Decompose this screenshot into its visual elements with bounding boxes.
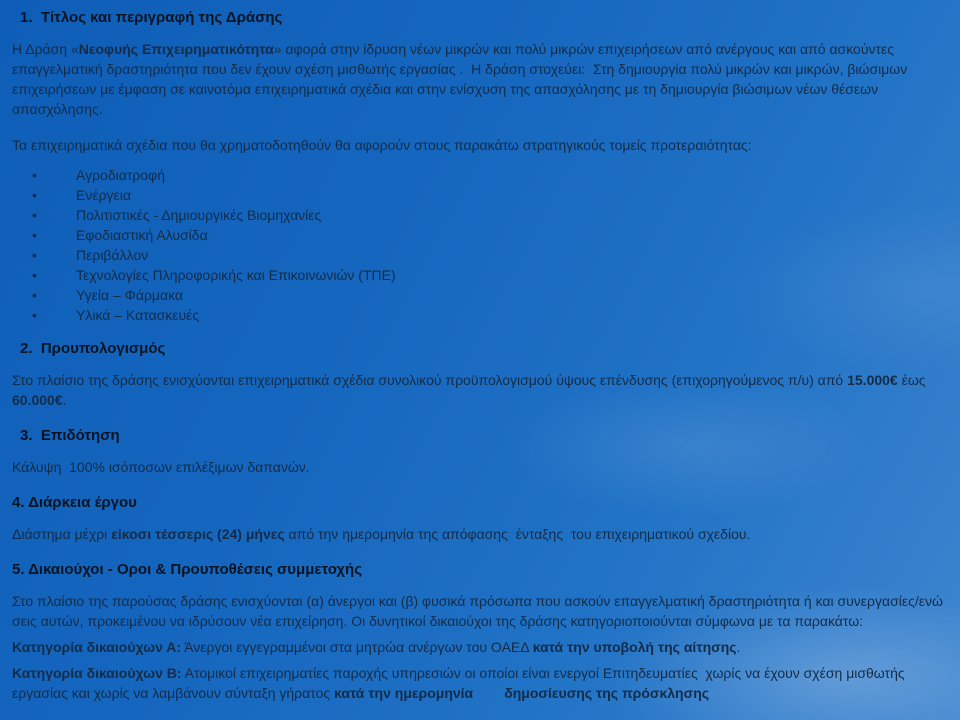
bullet-icon: •: [32, 187, 37, 203]
list-item-label: Εφοδιαστική Αλυσίδα: [76, 227, 208, 243]
list-item: [12, 285, 948, 305]
section-3-paragraph: Κάλυψη 100% ισόποσων επιλέξιμων δαπανών.: [12, 459, 310, 475]
section-2-heading: 2. Προυπολογισμός: [20, 340, 166, 357]
priority-sectors-list: [12, 165, 948, 325]
beneficiary-category-b: Κατηγορία δικαιούχων Β: Ατομικοί επιχειρηματίες παροχής υπηρεσιών οι οποίοι είναι ενεργοί Επιτηδευματίες χωρίς να έχουν σχέση μισθωτής εργασίας και χωρίς να λαμβάνουν σύνταξη γήρατος κατά την ημερομηνία δημοσίευσης της πρόσκλησης: [12, 665, 909, 701]
section-5-paragraph: Στο πλαίσιο της παρούσας δράσης ενισχύονται (α) άνεργοι και (β) φυσικά πρόσωπα που ασκούν επαγγελματική δραστηριότητα ή και συνεργασίες/ενώ σεις αυτών, προκειμένου να ιδρύσουν νέα επιχείρηση. Οι δυνητικοί δικαιούχοι της δράσης κατηγοριοποιούνται σύμφωνα με τα παρακάτω:: [12, 593, 947, 629]
bullet-icon: •: [32, 227, 37, 243]
list-item-label: Περιβάλλον: [76, 247, 149, 263]
list-item: [12, 225, 948, 245]
list-item: [12, 205, 948, 225]
section-1-paragraph-1: Η Δράση «Νεοφυής Επιχειρηματικότητα» αφορά στην ίδρυση νέων μικρών και πολύ μικρών επιχειρήσεων από ανέργους και από ασκούντες επαγγελματική δραστηριότητα που δεν έχουν σχέση μισθωτής εργασίας . Η δράση στοχεύει: Στη δημιουργία πολύ μικρών και μικρών, βιώσιμων επιχειρήσεων με έμφαση σε καινοτόμα επιχειρηματικά σχέδια και στην ενίσχυση της απασχόλησης με τη δημιουργία βιώσιμων νέων θέσεων απασχόλησης.: [12, 41, 912, 117]
list-item: [12, 305, 948, 325]
list-item: [12, 265, 948, 285]
list-item-label: Πολιτιστικές - Δημιουργικές Βιομηχανίες: [76, 207, 322, 223]
list-item-label: Ενέργεια: [76, 187, 131, 203]
bullet-icon: •: [32, 287, 37, 303]
bullet-icon: •: [32, 247, 37, 263]
beneficiary-category-a: Κατηγορία δικαιούχων Α: Άνεργοι εγγεγραμμένοι στα μητρώα ανέργων του ΟΑΕΔ κατά την υποβολή της αίτησης.: [12, 639, 741, 655]
section-1-heading: 1. Τίτλος και περιγραφή της Δράσης: [20, 9, 283, 26]
list-item: [12, 165, 948, 185]
bullet-icon: •: [32, 207, 37, 223]
bullet-icon: •: [32, 307, 37, 323]
section-2-paragraph: Στο πλαίσιο της δράσης ενισχύονται επιχειρηματικά σχέδια συνολικού προϋπολογισμού ύψους επένδυσης (επιχορηγούμενος π/υ) από 15.000€ έως 60.000€.: [12, 372, 930, 408]
list-item-label: Υλικά – Κατασκευές: [76, 307, 200, 323]
section-1-paragraph-2: Τα επιχειρηματικά σχέδια που θα χρηματοδοτηθούν θα αφορούν στους παρακάτω στρατηγικούς τομείς προτεραιότητας:: [12, 137, 752, 153]
list-item: [12, 185, 948, 205]
list-item-label: Αγροδιατροφή: [76, 167, 165, 183]
bullet-icon: •: [32, 267, 37, 283]
section-4-paragraph: Διάστημα μέχρι είκοσι τέσσερις (24) μήνες από την ημερομηνία της απόφασης ένταξης του επιχειρηματικού σχεδίου.: [12, 526, 751, 542]
section-5-heading: 5. Δικαιούχοι - Οροι & Προυποθέσεις συμμετοχής: [12, 561, 363, 578]
list-item: [12, 245, 948, 265]
list-item-label: Υγεία – Φάρμακα: [76, 287, 183, 303]
section-4-heading: 4. Διάρκεια έργου: [12, 494, 137, 511]
list-item-label: Τεχνολογίες Πληροφορικής και Επικοινωνιών (ΤΠΕ): [76, 267, 396, 283]
bullet-icon: •: [32, 167, 37, 183]
section-3-heading: 3. Επιδότηση: [20, 427, 120, 444]
